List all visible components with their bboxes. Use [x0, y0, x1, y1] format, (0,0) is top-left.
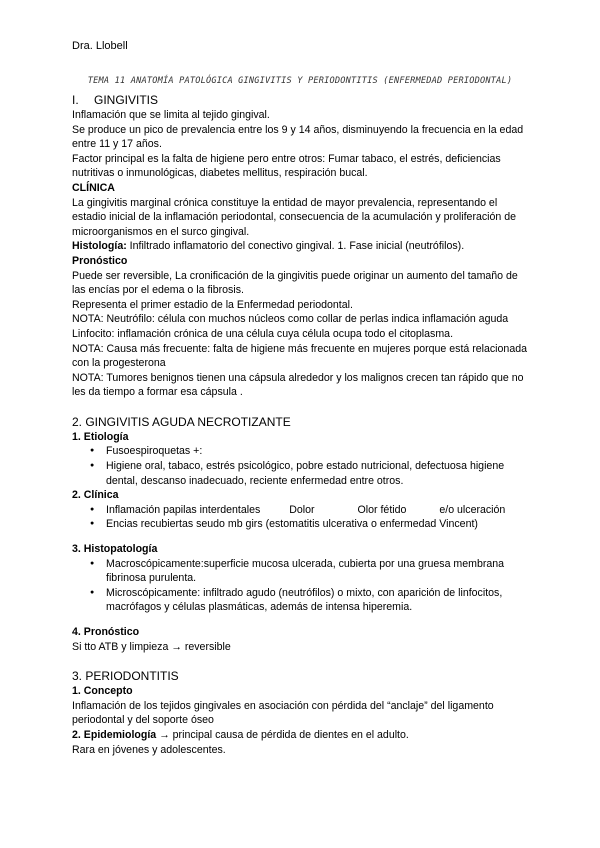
subheading-concepto: 1. Concepto — [72, 685, 133, 698]
subheading-pronostico-gan: 4. Pronóstico — [72, 626, 140, 638]
subheading-pronostico: Pronóstico — [72, 254, 128, 267]
section-title: GINGIVITIS — [94, 93, 159, 107]
section-heading-gingivitis — [72, 92, 532, 108]
document-title: TEMA 11 ANATOMÍA PATOLÓGICA GINGIVITIS Y PERIODONTITIS (ENFERMEDAD PERIODONTAL) — [87, 76, 513, 86]
list-item: ● Fusoespiroquetas +: — [106, 444, 532, 459]
list-item: ● Higiene oral, tabaco, estrés psicológico, pobre estado nutricional, defectuosa higiene dental, descanso inadecuado, reciente enfermedad entre otros. — [106, 459, 532, 488]
list-item: ● Encias recubiertas seudo mb girs (estomatitis ulcerativa o enfermedad Vincent) — [106, 517, 532, 532]
section-numeral: I. — [72, 93, 79, 107]
subheading-histopatologia: 3. Histopatología — [72, 543, 158, 556]
clinica-item: Dolor — [289, 503, 315, 516]
paragraph: Inflamación de los tejidos gingivales en asociación con pérdida del “anclaje” del ligamento periodontal y del soporte óseo — [72, 699, 494, 727]
note: NOTA: Causa más frecuente: falta de higiene más frecuente en mujeres porque está relacionada con la progesterona — [72, 342, 527, 370]
histo-list — [72, 557, 532, 615]
paragraph: Inflamación que se limita al tejido gingival. — [72, 109, 270, 121]
subheading-clinica-gan: 2. Clínica — [72, 489, 119, 502]
author-header: Dra. Llobell — [72, 40, 128, 52]
epidemiologia-label: 2. Epidemiología — [72, 728, 157, 741]
section-heading-periodontitis: 3. PERIODONTITIS — [72, 669, 179, 684]
paragraph-epidemiologia — [72, 728, 532, 743]
paragraph: Puede ser reversible, La cronificación de la gingivitis puede originar un aumento del tamaño de las encías por el edema o la fibrosis. — [72, 269, 518, 297]
subheading-clinica: CLÍNICA — [72, 181, 115, 194]
paragraph: Si tto ATB y limpieza → reversible — [72, 640, 231, 653]
clinica-item: Inflamación papilas interdentales — [106, 503, 261, 516]
histologia-text: Infiltrado inflamatorio del conectivo gingival. 1. Fase inicial (neutrófilos). — [126, 240, 465, 253]
paragraph: Rara en jóvenes y adolescentes. — [72, 743, 226, 756]
paragraph-histologia — [72, 239, 532, 254]
clinica-item: Olor fétido — [357, 503, 407, 516]
document-body — [72, 92, 532, 757]
paragraph: La gingivitis marginal crónica constituye la entidad de mayor prevalencia, representando el estadio inicial de la inflamación periodontal, consecuencia de la acumulación y proliferación de microorganismos en el surco gingival. — [72, 196, 517, 238]
paragraph: Representa el primer estadio de la Enfermedad periodontal. — [72, 298, 353, 311]
epidemiologia-text: → principal causa de pérdida de dientes en el adulto. — [156, 728, 409, 741]
note: NOTA: Neutrófilo: célula con muchos núcleos como collar de perlas indica inflamación aguda Linfocito: inflamación crónica de una célula cuya célula ocupa todo el citoplasma. — [72, 313, 509, 340]
subheading-etiologia: 1. Etiología — [72, 430, 129, 443]
list-item — [106, 503, 532, 518]
histologia-label: Histología: — [72, 240, 127, 253]
clinica-list — [72, 503, 532, 532]
paragraph: Factor principal es la falta de higiene pero entre otros: Fumar tabaco, el estrés, deficiencias nutritivas o inmunológicas, diabetes mellitus, respiración bucal. — [72, 152, 501, 180]
section-heading-gan: 2. GINGIVITIS AGUDA NECROTIZANTE — [72, 414, 291, 429]
clinica-item: e/o ulceración — [439, 503, 506, 516]
list-item: ● Macroscópicamente:superficie mucosa ulcerada, cubierta por una gruesa membrana fibrinosa purulenta. — [106, 557, 532, 586]
etiologia-list — [72, 444, 532, 488]
paragraph: Se produce un pico de prevalencia entre los 9 y 14 años, disminuyendo la frecuencia en la edad entre 11 y 17 años. — [72, 123, 524, 151]
list-item: ● Microscópicamente: infiltrado agudo (neutrófilos) o mixto, con aparición de linfocitos, macrófagos y células plasmáticas, además de intensa hiperemia. — [106, 586, 532, 615]
note: NOTA: Tumores benignos tienen una cápsula alrededor y los malignos crecen tan rápido que no les da tiempo a formar esa cápsula . — [72, 371, 524, 399]
